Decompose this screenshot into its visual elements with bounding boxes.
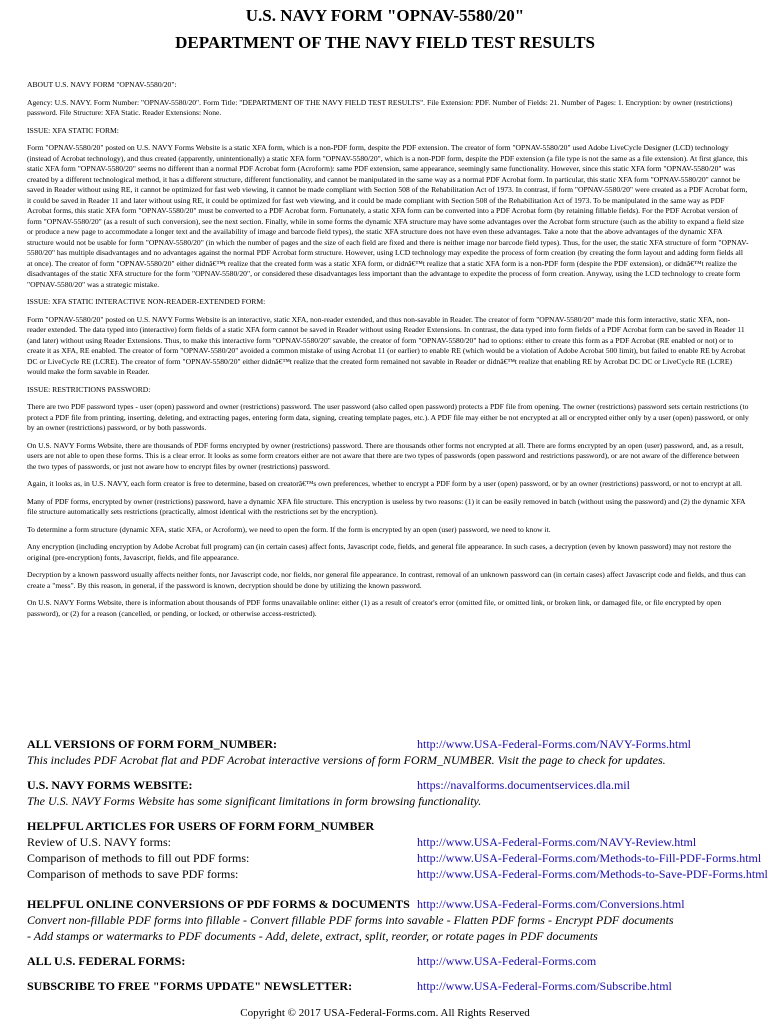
website-row xyxy=(27,777,757,793)
conversions-link[interactable]: http://www.USA-Federal-Forms.com/Conversions.html xyxy=(417,897,685,911)
form-details: Agency: U.S. NAVY. Form Number: "OPNAV-5580/20". Form Title: "DEPARTMENT OF THE NAVY FIELD TEST RESULTS". File Extension: PDF. Number of Fields: 21. Number of Pages: 1. Encryption: by owner (restrictions) password. File Structure: XFA Static. Reader Extensions: None. xyxy=(27,97,733,117)
determine-structure-text: To determine a form structure (dynamic XFA, static XFA, or Acroform), we need to open the form. If the form is encrypted by an open (user) password, we need to know it. xyxy=(27,524,551,534)
form-title: U.S. NAVY FORM "OPNAV-5580/20" xyxy=(245,6,525,25)
dynamic-xfa-text: Many of PDF forms, encrypted by owner (restrictions) password, have a dynamic XFA file structure. This encryption is useless by two reasons: (1) it can be easily removed in batch (without using the password) and (2) the dynamic XFA file structure automatically sets restrictions (practically, almost identical with the restrictions set by the encryption). xyxy=(27,496,746,516)
articles-heading: HELPFUL ARTICLES FOR USERS OF FORM FORM_NUMBER xyxy=(27,819,375,833)
about-heading: ABOUT U.S. NAVY FORM "OPNAV-5580/20": xyxy=(27,80,177,89)
website-link[interactable]: https://navalforms.documentservices.dla.mil xyxy=(417,778,630,792)
subscribe-label: SUBSCRIBE TO FREE "FORMS UPDATE" NEWSLETTER: xyxy=(27,979,353,993)
all-versions-row xyxy=(27,736,757,752)
review-row xyxy=(27,834,757,850)
all-versions-label: ALL VERSIONS OF FORM FORM_NUMBER: xyxy=(27,737,278,751)
unavailable-forms-text: On U.S. NAVY Forms Website, there is information about thousands of PDF forms unavailable online: either (1) as a result of creator's error (omitted file, or omitted link, or broken link, or damaged file, or file encrypted by open password), or (2) for a reason (cancelled, or pending, or locked, or otherwise access-restricted). xyxy=(27,598,722,618)
document-body xyxy=(27,80,749,626)
fill-methods-label: Comparison of methods to fill out PDF forms: xyxy=(27,851,250,865)
issue-restrictions-heading: ISSUE: RESTRICTIONS PASSWORD: xyxy=(27,384,151,394)
links-section xyxy=(27,736,768,994)
review-link[interactable]: http://www.USA-Federal-Forms.com/NAVY-Review.html xyxy=(417,835,697,849)
encryption-effects-text: Any encryption (including encryption by Adobe Acrobat full program) can (in certain cases) affect fonts, Javascript code, fields, and general file appearance. In such cases, a decryption (even by known password) may not restore the original (pre-encryption) fonts, Javascript, fields, and file appearance. xyxy=(27,542,732,562)
issue-non-reader-extended-heading: ISSUE: XFA STATIC INTERACTIVE NON-READER-EXTENDED FORM: xyxy=(27,297,266,306)
conversions-note-1: Convert non-fillable PDF forms into fillable - Convert fillable PDF forms into savable - Flatten PDF forms - Encrypt PDF documents xyxy=(27,913,674,927)
federal-forms-link[interactable]: http://www.USA-Federal-Forms.com xyxy=(417,954,597,968)
federal-forms-label: ALL U.S. FEDERAL FORMS: xyxy=(27,954,186,968)
conversions-label: HELPFUL ONLINE CONVERSIONS OF PDF FORMS & DOCUMENTS xyxy=(27,897,410,911)
subscribe-link[interactable]: http://www.USA-Federal-Forms.com/Subscribe.html xyxy=(417,979,672,993)
conversions-row xyxy=(27,896,757,912)
articles-heading-row xyxy=(27,818,757,834)
federal-forms-row xyxy=(27,953,757,969)
issue-xfa-static-text: Form "OPNAV-5580/20" posted on U.S. NAVY Forms Website is a static XFA form, which is a non-PDF form, despite the PDF extension. The creator of form "OPNAV-5580/20" used Adobe LiveCycle Designer (LCD) technology (instead of Acrobat technology), and thus created (apparently, unintentionally) a static XFA form "OPNAV-5580/20", which is a non-PDF form, despite the PDF extension (a file type is not the same as a file extension). At first glance, this static XFA form "OPNAV-5580/20" seems no different than a normal PDF Acrobat form (Acroform): same PDF extension, same appearance, seemingly same functionality. However, since this static XFA form "OPNAV-5580/20" was created by a different technological method, it has a different structure, different functionality, and cannot be manipulated in the same way as a normal PDF Acrobat form. In particular, this static XFA form "OPNAV-5580/20" cannot be saved in Reader without using RE, it cannot be optimized for fast web viewing, it cannot be made compliant with Section 508 of the Rehabilitation Act of 1973. In contrast, if form "OPNAV-5580/20" were created as a PDF Acrobat form, it could be saved in Reader 11 and later without using RE, it could be optimized for fast web viewing, and it could be made compliant with Section 508 of the Rehabilitation Act of 1973. To be manipulated in the same way as PDF Acrobat forms, this static XFA form "OPNAV-5580/20" must be converted to a PDF Acrobat form. Fortunately, a static XFA form can be converted into a PDF Acrobat form (by retaining fillable fields). For the PDF Acrobat version of form "OPNAV-5580/20" (as a result of such conversion), see the next section. Finally, while in some forms the dynamic XFA structure may have some advantages over the Acrobat form structure (such as the ability to expand a field size or produce a new page to accommodate a longer text and the availability of image and barcode field types), the static XFA structure does not have even these advantages. Take a note that the above advantages of the dynamic XFA structure would not be usable for form "OPNAV-5580/20" (in which the number of pages and the size of each field are fixed and there is neither image nor barcode field types). Thus, for the user, the static XFA structure of form "OPNAV-5580/20" has multiple disadvantages and no advantages against the normal PDF Acrobat form structure. However, using LCD technology may expedite the process of form creation (by creating the form layout and adding form fields all at once). The creator of form "OPNAV-5580/20" either didnâ€™t realize that the created form was a static XFA form, or didnâ€™t realize that a static XFA form is a non-PDF form (despite the PDF extension), or didnâ€™t realize the disadvantages of the static XFA structure for the form "OPNAV-5580/20", or considered these disadvantages less important than the advantage to expedite the process of form creation. Anyway, using the LCD technology to create form "OPNAV-5580/20" was a strategic mistake. xyxy=(27,143,749,289)
website-note: The U.S. NAVY Forms Website has some significant limitations in form browsing functionality. xyxy=(27,794,482,808)
password-types-text: There are two PDF password types - user (open) password and owner (restrictions) password. The user password (also called open password) protects a PDF file from opening. The owner (restrictions) password sets certain restrictions (to protect a PDF file from printing, inserting, deleting, and extracting pages, entering form data, signing, creating template pages, etc.). A PDF file may either be not encrypted at all or encrypted either only by a user (open) password, or only by an owner (restrictions) password, or by both passwords. xyxy=(27,402,749,432)
encrypted-forms-text: On U.S. NAVY Forms Website, there are thousands of PDF forms encrypted by owner (restrictions) password. There are thousands other forms not encrypted at all. There are forms encrypted by an open (user) password, and, as a result, users are not able to open these forms. This is a clear error. It looks as some form creators either are not aware that there are two types of passwords (open password and restrictions password), or are not aware of the difference between the two types of passwords, or just not aware how to encrypt files by owner (restrictions) password. xyxy=(27,440,744,471)
save-methods-label: Comparison of methods to save PDF forms: xyxy=(27,867,239,881)
copyright-footer: Copyright © 2017 USA-Federal-Forms.com. All Rights Reserved xyxy=(240,1007,530,1019)
form-subtitle: DEPARTMENT OF THE NAVY FIELD TEST RESULTS xyxy=(175,33,595,52)
issue-xfa-static-heading: ISSUE: XFA STATIC FORM: xyxy=(27,125,119,135)
fill-methods-row xyxy=(27,850,762,866)
creator-choice-text: Again, it looks as, in U.S. NAVY, each form creator is free to determine, based on creatorâ€™s own preferences, whether to encrypt a PDF form by a user (open) password, or by an owner (restrictions) password, or not to encrypt at all. xyxy=(27,479,743,488)
fill-methods-link[interactable]: http://www.USA-Federal-Forms.com/Methods-to-Fill-PDF-Forms.html xyxy=(417,851,762,865)
decryption-text: Decryption by a known password usually affects neither fonts, nor Javascript code, nor fields, nor general file appearance. In contrast, removal of an unknown password can (in certain cases) affect Javascript code and fields, and thus can create a "mess". By this reason, in general, if the password is known, decryption should be done by utilizing the known password. xyxy=(27,570,746,590)
conversions-note-2: - Add stamps or watermarks to PDF documents - Add, delete, extract, split, reorder, or rotate pages in PDF documents xyxy=(27,929,598,943)
save-methods-link[interactable]: http://www.USA-Federal-Forms.com/Methods-to-Save-PDF-Forms.html xyxy=(417,867,768,881)
review-label: Review of U.S. NAVY forms: xyxy=(27,835,171,849)
save-methods-row xyxy=(27,866,768,882)
subscribe-row xyxy=(27,978,757,994)
issue-non-reader-extended-text: Form "OPNAV-5580/20" posted on U.S. NAVY Forms Website is an interactive, static XFA, non-reader extended, and thus non-savable in Reader. The creator of form "OPNAV-5580/20" made this form interactive, static XFA, non-reader extended. The data typed into (interactive) form fields of a static XFA form cannot be saved in Reader without using Reader Extensions. In contrast, the data typed into form fields of a PDF Acrobat form can be saved in Reader 11 (and later) without using Reader Extensions. Thus, to make this interactive form "OPNAV-5580/20" savable, the creator of form "OPNAV-5580/20" had to options: either to create this form as a PDF Acrobat (RE enabled or not) or to create it as XFA, RE enabled. The creator of form "OPNAV-5580/20" avoided a common mistake of using Acrobat 11 (or earlier) to enable RE (which would be a violation of Adobe Acrobat 500 limit), but failed to enable RE by Acrobat DC or LiveCycle RE (LCRE). The creator of form "OPNAV-5580/20" either didnâ€™t realize that the created form remained not savable in Reader or didnâ€™t realize that enabling RE by Acrobat DC DC or LiveCycle RE (LCRE) would make the form savable in Reader. xyxy=(27,314,746,376)
website-label: U.S. NAVY FORMS WEBSITE: xyxy=(27,778,193,792)
all-versions-note: This includes PDF Acrobat flat and PDF Acrobat interactive versions of form FORM_NUMBER. Visit the page to check for updates. xyxy=(27,753,666,767)
all-versions-link[interactable]: http://www.USA-Federal-Forms.com/NAVY-Forms.html xyxy=(417,737,691,751)
